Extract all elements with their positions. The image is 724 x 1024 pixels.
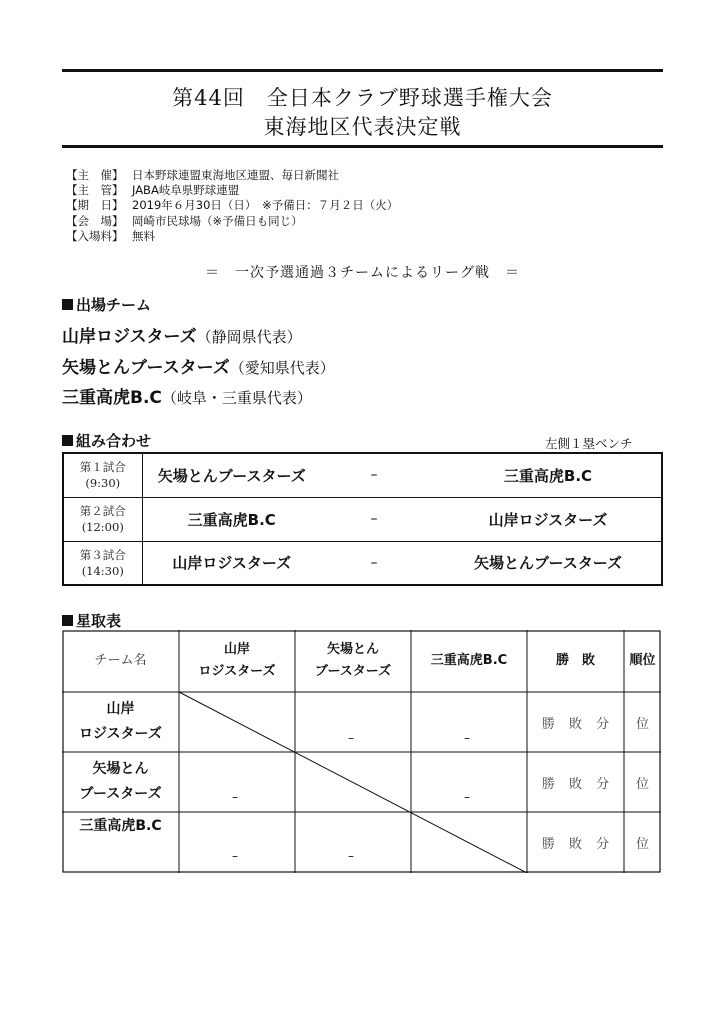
- info-venue: 【会 場】 岡崎市民球場（※予備日も同じ）: [66, 213, 303, 228]
- record-cell: 勝 敗 分: [541, 716, 610, 732]
- page-subtitle: 東海地区代表決定戦: [263, 115, 462, 139]
- versus-dash: –: [321, 541, 427, 585]
- matchup-table: [62, 452, 663, 586]
- header-team-col: チーム名: [94, 653, 147, 668]
- home-team: 矢場とんブースターズ: [142, 453, 321, 497]
- standings-table: [62, 630, 661, 873]
- info-host: 【主 管】 JABA岐阜県野球連盟: [66, 183, 240, 198]
- rank-cell: 位: [635, 716, 649, 732]
- header-team: 山岸 ロジスターズ: [198, 642, 276, 679]
- result-cell: –: [232, 790, 238, 804]
- matchup-row: [63, 497, 662, 541]
- rank-cell: 位: [635, 776, 649, 792]
- diagonal-slash: [179, 692, 527, 873]
- bottom-rule: [62, 145, 663, 148]
- record-cell: 勝 敗 分: [541, 837, 610, 852]
- game-number: 第３試合 (14:30): [63, 541, 142, 585]
- header-team: 矢場とん ブースターズ: [314, 642, 392, 679]
- row-team-name: 山岸 ロジスターズ: [79, 701, 162, 742]
- home-team: 三重高虎B.C: [142, 497, 321, 541]
- away-team: 矢場とんブースターズ: [427, 541, 662, 585]
- row-team-name: 矢場とん ブースターズ: [79, 761, 162, 802]
- result-cell: –: [232, 849, 238, 863]
- matchup-row: [63, 541, 662, 585]
- matchup-row: [63, 453, 662, 497]
- teams-heading: 出場チーム: [62, 294, 151, 315]
- team-entry: 矢場とんブースターズ（愛知県代表）: [62, 358, 335, 378]
- game-number: 第２試合 (12:00): [63, 497, 142, 541]
- team-entry: 三重高虎B.C（岐阜・三重県代表）: [62, 388, 312, 408]
- info-organizer: 【主 催】 日本野球連盟東海地区連盟、毎日新聞社: [66, 168, 339, 182]
- info-date: 【期 日】 2019年６月30日（日） ※予備日：７月２日（火）: [66, 198, 399, 213]
- bench-note: 左側１塁ベンチ: [545, 436, 633, 451]
- standings-heading: 星取表: [62, 610, 121, 631]
- result-cell: –: [348, 849, 354, 863]
- league-format: ＝ 一次予選通過３チームによるリーグ戦 ＝: [205, 265, 520, 281]
- home-team: 山岸ロジスターズ: [142, 541, 321, 585]
- record-cell: 勝 敗 分: [541, 776, 610, 792]
- result-cell: –: [464, 731, 470, 745]
- square-bullet-icon: [62, 615, 73, 626]
- header-rank: 順位: [629, 653, 656, 668]
- versus-dash: –: [321, 453, 427, 497]
- team-entry: 山岸ロジスターズ（静岡県代表）: [62, 327, 302, 347]
- result-cell: –: [464, 790, 470, 804]
- page-title: 第44回 全日本クラブ野球選手権大会: [172, 86, 553, 110]
- info-admission: 【入場料】 無料: [66, 228, 155, 243]
- rank-cell: 位: [635, 837, 649, 852]
- versus-dash: –: [321, 497, 427, 541]
- game-number: 第１試合 (9:30): [63, 453, 142, 497]
- event-info: [66, 168, 398, 244]
- row-team-name: 三重高虎B.C: [79, 817, 162, 834]
- away-team: 三重高虎B.C: [427, 453, 662, 497]
- header-record: 勝 敗: [555, 653, 595, 668]
- top-rule: [62, 69, 663, 72]
- square-bullet-icon: [62, 435, 73, 446]
- square-bullet-icon: [62, 299, 73, 310]
- header-team: 三重高虎B.C: [430, 653, 508, 668]
- matchups-heading: 組み合わせ: [62, 430, 151, 451]
- result-cell: –: [348, 731, 354, 745]
- away-team: 山岸ロジスターズ: [427, 497, 662, 541]
